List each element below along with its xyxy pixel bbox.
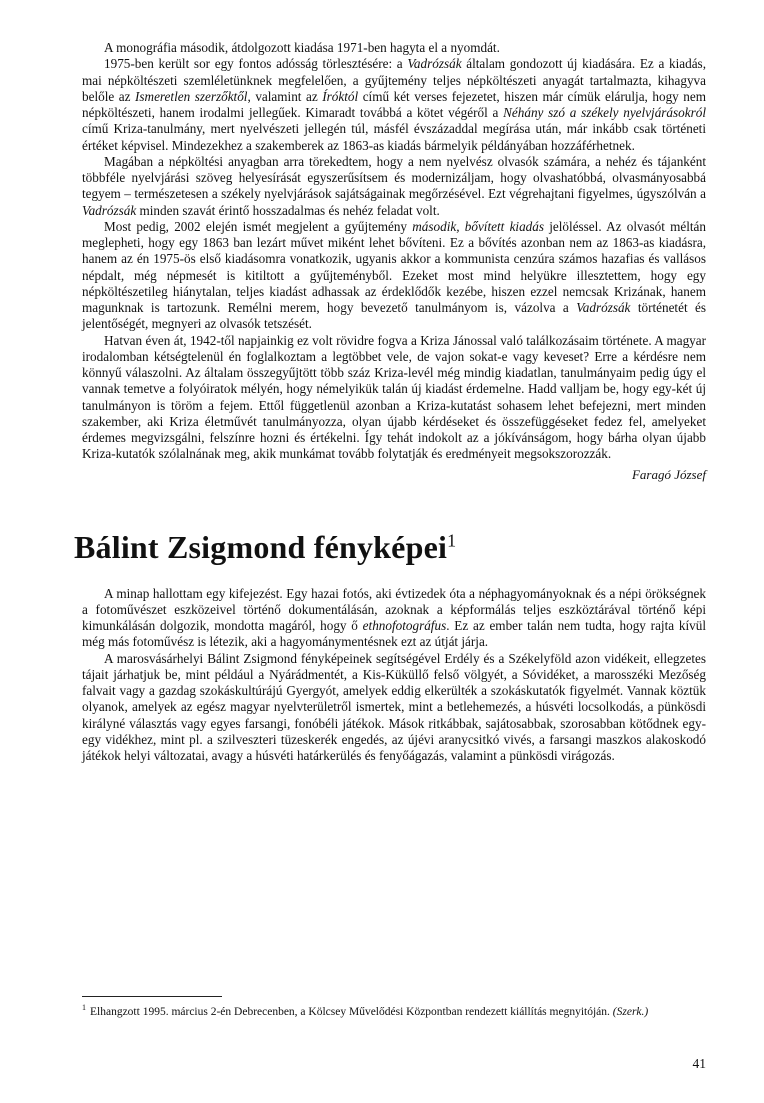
paragraph: A monográfia második, átdolgozott kiadása 1971-ben hagyta el a nyomdát. (104, 40, 500, 55)
footnote-mark: 1 (82, 1003, 86, 1012)
paragraph: A minap hallottam egy kifejezést. Egy hazai fotós, aki évtizedek óta a néphagyományoknak és a népi örökségnek a fotoművészet eszközeivel történő dokumentálásán, azoknak a képformálás teljes eszköztárával történő képi kimunkálásán dolgozik, mondotta magáról, hogy ő ethnofotográfus. Ez az ember talán nem tudta, hogy rajta kívül még más fotoművész is létezik, aki a hagyománymentésnek ezt az útját járja. (82, 585, 706, 650)
author-signature: Faragó József (631, 466, 706, 482)
footnote: $^1$ Elhangzott 1995. március 2-én Debrecenben, a Kölcsey Művelődési Központban rendezett kiállítás megnyitóján. (Szerk.) (82, 1003, 649, 1018)
paragraph: Hatvan éven át, 1942-től napjainkig ez volt rövidre fogva a Kriza Jánossal való találkozásaim története. A magyar irodalomban kétségtelenül én foglalkoztam a legtöbbet vele, de vajon sokat-e vagy keveset? Erre a kérdésre nem könnyű válaszolni. Az általam összegyűjtött több száz Kriza-levél még mindig kiadatlan, tanulmányaim pedig úgy el vannak temetve a folyóiratok mélyén, hogy némelyikük talán új kiadást érdemelne. Hadd valljam be, hogy egy-két új tanulmányon is töröm a fejem. Ettől függetlenül azonban a Kriza-kutatást sohasem lehet befejezni, mert minden szakember, aki Kriza életművét tanulmányozza, olyan újabb kérdéseket és összefüggéseket fedez fel, amelyeket érdemes megvizsgálni, felszínre hozni és értékelni. Így tehát indokolt az a jókívánságom, hogy bárha olyan újabb Kriza-kutatók szólalnának meg, akik munkámat tovább folytatják és eredményeit megsokszorozzák. (82, 332, 706, 462)
paragraph: 1975-ben került sor egy fontos adósság törlesztésére: a Vadrózsák általam gondozott új kiadására. Ez a kiadás, mai népköltészeti szemléletünknek megfelelően, a gyűjtemény teljes népköltészeti anyagát tartalmazta, kihagyva belőle az Ismeretlen szerzőktől, valamint az Íróktól című két verses fejezetet, hiszen már címük elárulja, hogy nem népköltészeti, hanem irodalmi jellegűek. Kimaradt továbbá a kötet végéről a Néhány szó a székely nyelvjárásokról című Kriza-tanulmány, mert nyelvészeti jellegén túl, másfél évszázaddal megírása után, már inkább csak történeti értéket képvisel. Mindezekhez a szakemberek az 1863-as kiadás bármelyik példányában hozzáférhetnek. (82, 56, 706, 153)
paragraph: Magában a népköltési anyagban arra törekedtem, hogy a nem nyelvész olvasók számára, a nehéz és tájanként többféle nyelvjárási szöveg helyesírását egyszerűsítsem és modernizáljam, hogy olvashatóbbá, olvasmányosabbá tegyem – természetesen a székely nyelvjárások sajátságainak megőrzésével. Ezt végrehajtani figyelmes, úgyszólván a Vadrózsák minden szavát érintő hosszadalmas és nehéz feladat volt. (82, 153, 706, 218)
paragraph: A marosvásárhelyi Bálint Zsigmond fényképeinek segítségével Erdély és a Székelyföld azon vidékeit, ellegzetes tájait járhatjuk be, mint például a Nyárádmentét, a Kis-Küküllő felső völgyét, a Sóvidéket, a marosszéki Mezőség falvait vagy a gazdag szokáskultúrájú Gyergyót, amelyek eddig elkerülték a szokáskutatók figyelmét. Vannak köztük olyanok, amelyek az egész magyar nyelvterületről ismertek, mint a betlehemezés, a húsvéti locsolkodás, a pünkösdi királyné választás vagy egyes farsangi, fonóbéli játékok. Mások ritkábbak, sajátosabbak, szorosabban kötődnek egy-egy vidékhez, mint pl. a szilveszteri tüzeskerék engedés, az újévi aranycsitkó vivés, a farsangi maszkos alakoskodó játékok helyi változatai, avagy a húsvéti határkerülés és fenyőágazás, valamint a pünkösdi virágozás. (82, 650, 706, 763)
page-body (74, 40, 707, 764)
paragraph: Most pedig, 2002 elején ismét megjelent a gyűjtemény második, bővített kiadás jelöléssel. Az olvasót méltán meglepheti, hogy egy 1863 ban lezárt művet miként lehet bővíteni. Ez a bővítés azonban nem az 1863-as kiadásra, hanem az én 1975-ös első kiadásomra vonatkozik, ugyanis akkor a kommunista cenzúra számos hazafias és vallásos népdalt, még népmesét is kitiltott a gyűjteményből. Ezeket most mind helyükre illesztettem, hogy egy népköltészetileg hiánytalan, teljes kiadást adhassak az érdeklődők kezébe, hiszen ezzel nemcsak Krizának, hanem magunknak is tartozunk. Remélni merem, hogy bevezető tanulmányom is, vázolva a Vadrózsák történetét és jelentőségét, megnyeri az olvasók tetszését. (82, 218, 707, 332)
footnote-divider (82, 996, 222, 997)
article-title: Bálint Zsigmond fényképei$^1$ (74, 528, 457, 565)
page-number: 41 (692, 1056, 706, 1071)
footnote-ref: 1 (447, 529, 457, 550)
